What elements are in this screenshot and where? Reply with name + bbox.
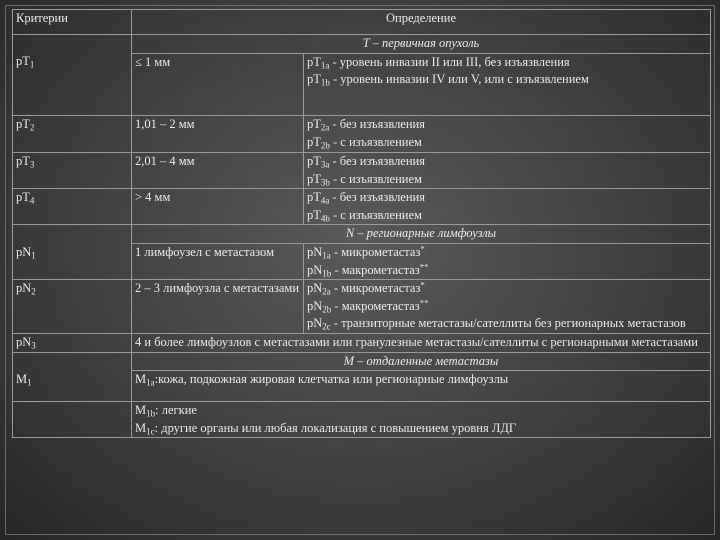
definition-line: $pT_{2b}$ - с изъязвлением	[307, 134, 422, 150]
definition-line: $pT_{2a}$ - без изъязвления	[307, 117, 425, 133]
definition-line: $M_{1c}$: другие органы или любая локализация с повышением уровня ЛДГ	[135, 420, 517, 437]
row-size: 2 – 3 лимфоузла с метастазами	[132, 280, 304, 334]
table-row-pt3	[13, 153, 711, 189]
row-size: 1 лимфоузел с метастазом	[132, 244, 304, 280]
row-code: $pT_1$	[16, 54, 35, 70]
m-section-row	[13, 352, 711, 371]
row-definitions	[132, 402, 711, 438]
n-section-row	[13, 225, 711, 244]
header-criteria: Критерии	[13, 10, 132, 35]
table-row-pt1	[13, 53, 711, 116]
definition-line: $pT_{3a}$ - без изъязвления	[307, 154, 425, 170]
definition-line: $M_{1b}$: легкие	[135, 403, 197, 419]
definition-line: $pN_{2b}$ - макрометастаз**	[307, 297, 429, 315]
definition-line: $pT_{4a}$ - без изъязвления	[307, 190, 425, 206]
row-code: $pN_1$	[16, 244, 36, 260]
row-size: ≤ 1 мм	[132, 53, 304, 116]
t-section-row	[13, 35, 711, 54]
row-size: 1,01 – 2 мм	[132, 116, 304, 153]
definition-line: $pN_{2a}$ - микрометастаз*	[307, 279, 425, 297]
table-row-pt2	[13, 116, 711, 153]
row-code: $pT_2$	[16, 117, 35, 133]
row-code: $pT_4$	[16, 190, 35, 206]
table-header-row	[13, 10, 711, 35]
section-title-m: M – отдаленные метастазы	[132, 352, 711, 371]
row-definitions	[304, 244, 711, 280]
row-code: $pT_3$	[16, 154, 35, 170]
definition-line: $pT_{1a}$ - уровень инвазии II или III, без изъязвления	[307, 54, 570, 70]
row-definitions	[304, 280, 711, 334]
definition-line: $pT_{4b}$ - с изъязвлением	[307, 207, 422, 224]
table-row-m1	[13, 371, 711, 402]
row-code: $M_1$	[16, 371, 32, 387]
row-definitions	[304, 189, 711, 225]
table-row-pn2	[13, 280, 711, 334]
t1-code-cell	[13, 35, 132, 54]
row-definitions	[304, 153, 711, 189]
row-definitions	[304, 53, 711, 116]
row-code: $pN_3$	[16, 335, 36, 351]
section-title-t: T – первичная опухоль	[132, 35, 711, 54]
table-row-pt4	[13, 189, 711, 225]
definition-line: $pN_{2c}$ - транзиторные метастазы/сателлиты без регионарных метастазов	[307, 316, 686, 332]
tnm-criteria-table	[12, 9, 711, 438]
row-full-definition: 4 и более лимфоузлов с метастазами или гранулезные метастазы/сателлиты с регионарными метастазами	[132, 334, 711, 353]
definition-line: $pN_{1a}$ - микрометастаз*	[307, 243, 425, 261]
table-row-pn3	[13, 334, 711, 353]
table-row-pn1	[13, 244, 711, 280]
row-code: $pN_2$	[16, 281, 36, 297]
row-size: > 4 мм	[132, 189, 304, 225]
definition-line: $pT_{1b}$ - уровень инвазии IV или V, или с изъязвлением	[307, 72, 589, 88]
section-title-n: N – регионарные лимфоузлы	[132, 225, 711, 244]
table-row-m1-sub	[13, 402, 711, 438]
definition-line: $pT_{3b}$ - с изъязвлением	[307, 171, 422, 187]
header-definition: Определение	[132, 10, 711, 35]
definition-line: $M_{1a}:кожа$, подкожная жировая клетчатка или регионарные лимфоузлы	[135, 372, 509, 388]
row-definitions	[304, 116, 711, 153]
definition-line: $pN_{1b}$ - макрометастаз**	[307, 261, 429, 278]
row-definitions	[132, 371, 711, 402]
row-size: 2,01 – 4 мм	[132, 153, 304, 189]
